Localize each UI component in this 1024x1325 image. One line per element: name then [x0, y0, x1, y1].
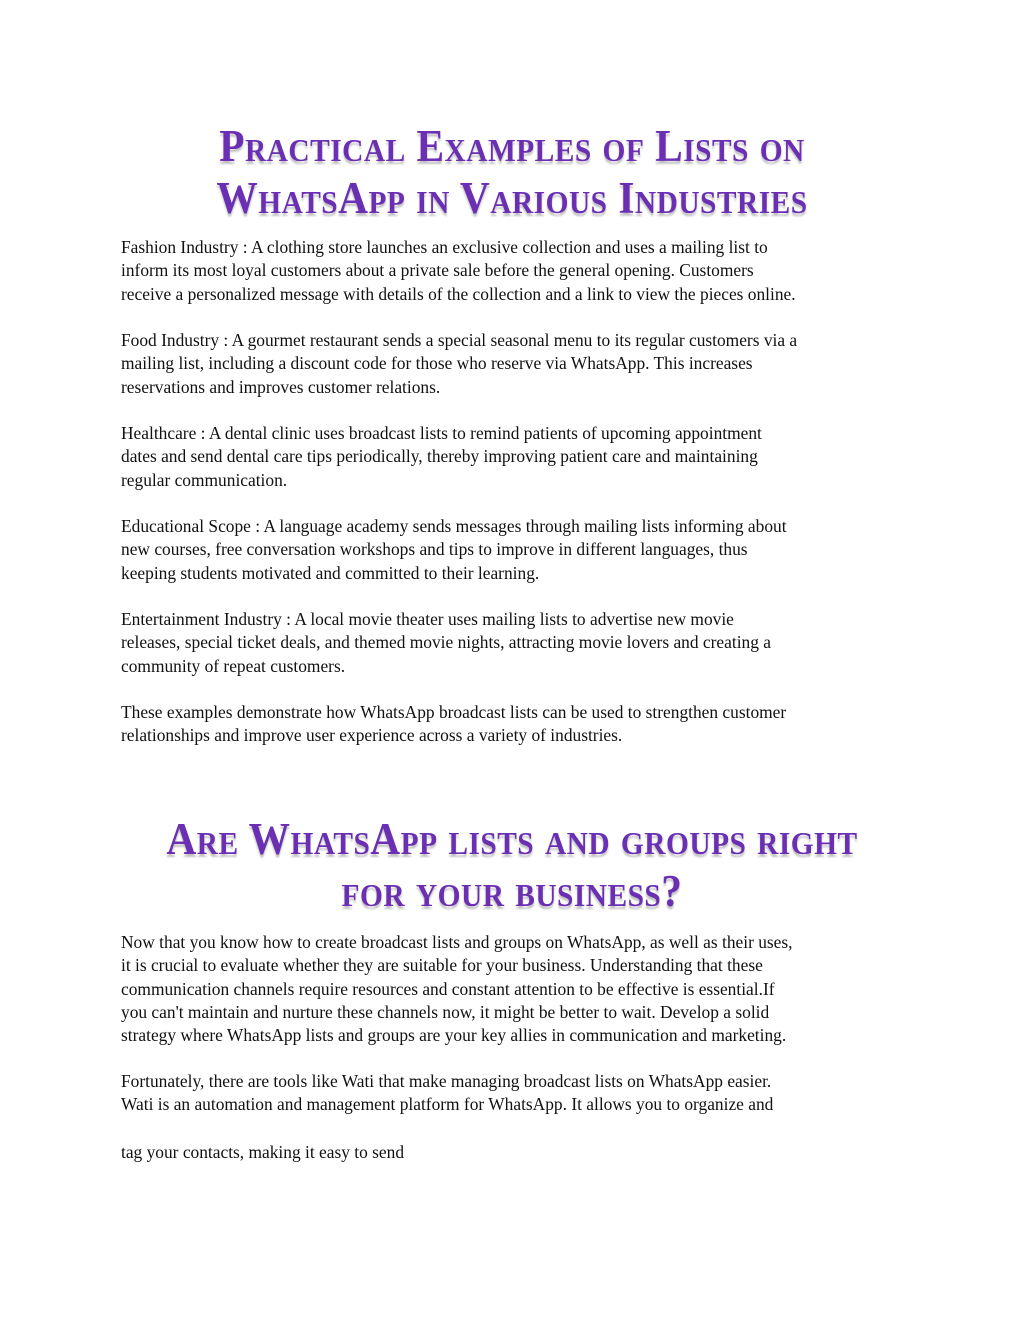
text-line: Educational Scope : A language academy sends messages through mailing lists informing about [121, 516, 787, 536]
text-line: it is crucial to evaluate whether they are suitable for your business. Understanding that these [121, 955, 763, 976]
text-line: reservations and improves customer relations. [121, 376, 441, 397]
text-line: inform its most loyal customers about a private sale before the general opening. Customers [121, 260, 754, 281]
heading-line: Practical Examples of Lists on [219, 121, 805, 171]
paragraph-healthcare [121, 422, 911, 492]
text-line: releases, special ticket deals, and themed movie nights, attracting movie lovers and creating a [121, 632, 771, 653]
text-line: Fashion Industry : A clothing store launches an exclusive collection and uses a mailing list to [121, 237, 768, 257]
paragraph-fashion-industry [121, 236, 911, 306]
paragraph-evaluate-suitability [121, 931, 911, 1047]
text-line: Fortunately, there are tools like Wati that make managing broadcast lists on WhatsApp easier. [121, 1071, 772, 1091]
text-line: communication channels require resources and constant attention to be effective is essential.If [121, 978, 775, 999]
text-line: receive a personalized message with details of the collection and a link to view the pieces online. [121, 283, 796, 304]
paragraph-food-industry [121, 329, 911, 399]
paragraph-tag-contacts [121, 1141, 911, 1164]
paragraph-wati-tools [121, 1070, 911, 1117]
text-line: Food Industry : A gourmet restaurant sends a special seasonal menu to its regular customers via a [121, 330, 798, 350]
heading-line: WhatsApp in Various Industries [216, 173, 808, 223]
text-line: keeping students motivated and committed to their learning. [121, 562, 540, 583]
paragraph-educational-scope [121, 515, 911, 585]
text-line: strategy where WhatsApp lists and groups are your key allies in communication and marketing. [121, 1025, 787, 1046]
text-line: you can't maintain and nurture these channels now, it might be better to wait. Develop a solid [121, 1001, 770, 1022]
section-heading-practical-examples [41, 120, 983, 224]
paragraph-entertainment-industry [121, 608, 911, 678]
heading-line: for your business? [341, 866, 683, 916]
text-line: Entertainment Industry : A local movie theater uses mailing lists to advertise new movie [121, 609, 734, 629]
text-line: relationships and improve user experience across a variety of industries. [121, 725, 623, 746]
text-line: dates and send dental care tips periodically, thereby improving patient care and maintaining [121, 446, 758, 467]
text-line: Healthcare : A dental clinic uses broadcast lists to remind patients of upcoming appointment [121, 423, 762, 443]
text-line: These examples demonstrate how WhatsApp broadcast lists can be used to strengthen customer [121, 702, 787, 722]
text-line: community of repeat customers. [121, 655, 346, 676]
heading-line: Are WhatsApp lists and groups right [166, 814, 858, 864]
text-line: Now that you know how to create broadcast lists and groups on WhatsApp, as well as their uses, [121, 932, 793, 952]
text-line: Wati is an automation and management platform for WhatsApp. It allows you to organize and [121, 1094, 774, 1115]
text-line: mailing list, including a discount code for those who reserve via WhatsApp. This increases [121, 353, 753, 374]
text-line: tag your contacts, making it easy to send [121, 1142, 405, 1162]
section-heading-lists-and-groups [41, 813, 983, 917]
paragraph-examples-summary [121, 701, 911, 748]
text-line: new courses, free conversation workshops and tips to improve in different languages, thus [121, 539, 748, 560]
text-line: regular communication. [121, 469, 288, 490]
